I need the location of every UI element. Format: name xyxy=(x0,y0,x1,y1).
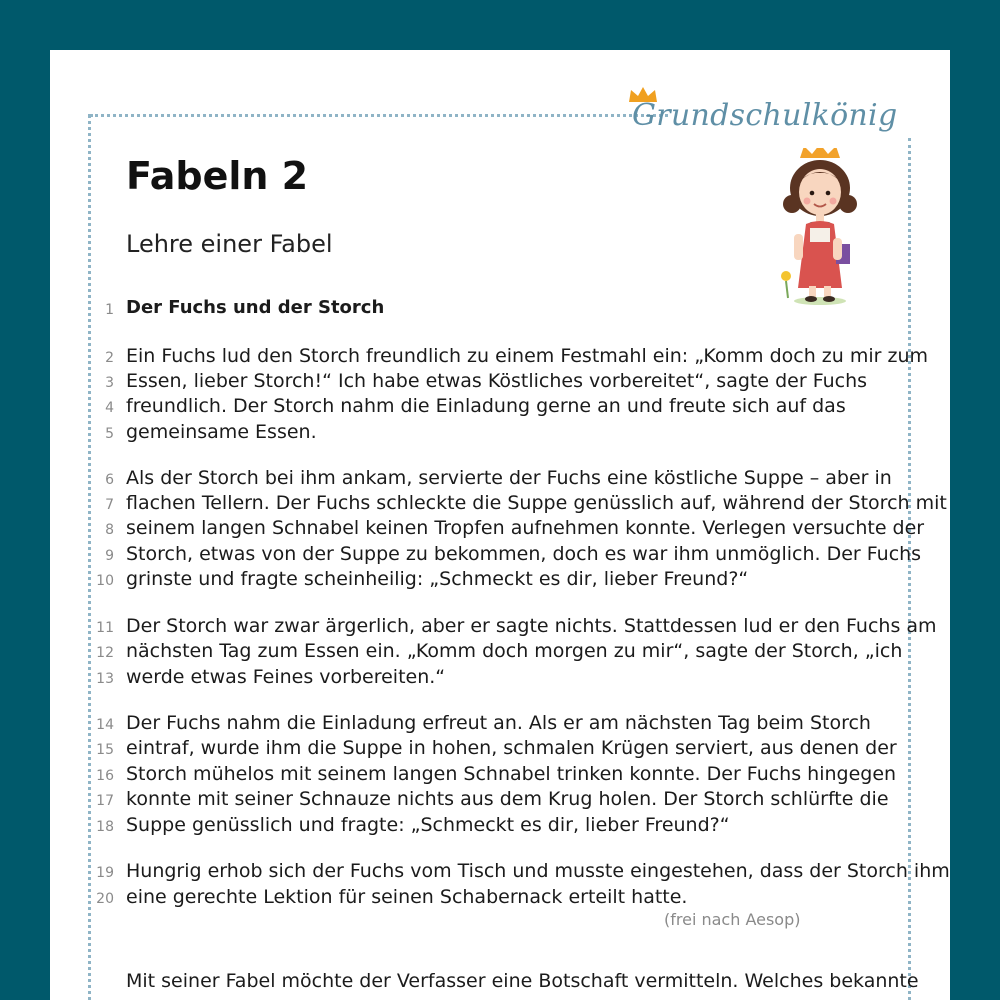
text-line xyxy=(50,517,925,543)
line-number: 9 xyxy=(105,548,114,564)
line-number: 11 xyxy=(96,620,114,636)
dotted-border-top xyxy=(90,114,668,117)
line-number: 1 xyxy=(105,302,114,318)
text-line xyxy=(50,788,910,814)
line-number: 19 xyxy=(96,865,114,881)
line-text: Ein Fuchs lud den Storch freundlich zu einem Festmahl ein: „Komm doch zu mir zum xyxy=(126,345,929,367)
text-line xyxy=(50,395,910,421)
line-text: Der Storch war zwar ärgerlich, aber er sagte nichts. Stattdessen lud er den Fuchs am xyxy=(126,615,937,637)
line-text: nächsten Tag zum Essen ein. „Komm doch morgen zu mir“, sagte der Storch, „ich xyxy=(126,640,903,662)
line-text: Suppe genüsslich und fragte: „Schmeckt es dir, lieber Freund?“ xyxy=(126,814,730,836)
text-line xyxy=(50,814,910,840)
line-number: 4 xyxy=(105,400,114,416)
text-line xyxy=(50,543,922,569)
text-line xyxy=(50,886,910,912)
line-text: Essen, lieber Storch!“ Ich habe etwas Köstliches vorbereitet“, sagte der Fuchs xyxy=(126,370,868,392)
text-line xyxy=(50,615,937,641)
line-text: flachen Tellern. Der Fuchs schleckte die Suppe genüsslich auf, während der Storch mit xyxy=(126,492,947,514)
line-number: 12 xyxy=(96,645,114,661)
line-number: 7 xyxy=(105,497,114,513)
line-text: gemeinsame Essen. xyxy=(126,421,317,443)
line-text: eine gerechte Lektion für seinen Schabernack erteilt hatte. xyxy=(126,886,688,908)
line-number: 15 xyxy=(96,742,114,758)
line-text: eintraf, wurde ihm die Suppe in hohen, schmalen Krügen serviert, aus denen der xyxy=(126,737,897,759)
page-subtitle: Lehre einer Fabel xyxy=(126,230,333,258)
line-number: 18 xyxy=(96,819,114,835)
line-number: 8 xyxy=(105,522,114,538)
line-number: 17 xyxy=(96,793,114,809)
line-number: 14 xyxy=(96,717,114,733)
brand-logo xyxy=(628,86,928,138)
line-number: 6 xyxy=(105,472,114,488)
line-text: Storch mühelos mit seinem langen Schnabel trinken konnte. Der Fuchs hingegen xyxy=(126,763,897,785)
text-line xyxy=(50,666,910,692)
line-text: werde etwas Feines vorbereiten.“ xyxy=(126,666,446,688)
line-text: seinem langen Schnabel keinen Tropfen aufnehmen konnte. Verlegen versuchte der xyxy=(126,517,925,539)
question-text: Mit seiner Fabel möchte der Verfasser eine Botschaft vermitteln. Welches bekannte xyxy=(126,970,919,992)
source-citation: (frei nach Aesop) xyxy=(664,910,801,929)
line-number: 5 xyxy=(105,426,114,442)
line-text: konnte mit seiner Schnauze nichts aus dem Krug holen. Der Storch schlürfte die xyxy=(126,788,889,810)
page-title: Fabeln 2 xyxy=(126,154,309,198)
worksheet-page xyxy=(50,50,950,1000)
line-text: freundlich. Der Storch nahm die Einladung gerne an und freute sich auf das xyxy=(126,395,846,417)
line-text: Der Fuchs nahm die Einladung erfreut an. Als er am nächsten Tag beim Storch xyxy=(126,712,871,734)
text-line xyxy=(50,568,910,594)
text-line xyxy=(50,345,929,371)
text-line xyxy=(50,467,910,493)
text-line xyxy=(50,421,910,447)
line-text: Storch, etwas von der Suppe zu bekommen, doch es war ihm unmöglich. Der Fuchs xyxy=(126,543,922,565)
text-line xyxy=(50,640,910,666)
girl-with-crown-illustration xyxy=(770,148,870,308)
text-line xyxy=(50,370,910,396)
line-number: 13 xyxy=(96,671,114,687)
text-line xyxy=(50,860,950,886)
line-text: grinste und fragte scheinheilig: „Schmeckt es dir, lieber Freund?“ xyxy=(126,568,749,590)
line-number: 16 xyxy=(96,768,114,784)
text-line xyxy=(50,492,947,518)
line-text: Als der Storch bei ihm ankam, servierte der Fuchs eine köstliche Suppe – aber in xyxy=(126,467,892,489)
line-number: 2 xyxy=(105,350,114,366)
line-number: 20 xyxy=(96,891,114,907)
line-number: 10 xyxy=(96,573,114,589)
line-text: Hungrig erhob sich der Fuchs vom Tisch und musste eingestehen, dass der Storch ihm xyxy=(126,860,950,882)
text-line xyxy=(50,763,910,789)
text-line xyxy=(50,297,910,323)
fable-title: Der Fuchs und der Storch xyxy=(126,297,385,318)
text-line xyxy=(50,737,910,763)
text-line xyxy=(50,712,910,738)
brand-name: Grundschulkönig xyxy=(632,98,898,133)
line-number: 3 xyxy=(105,375,114,391)
